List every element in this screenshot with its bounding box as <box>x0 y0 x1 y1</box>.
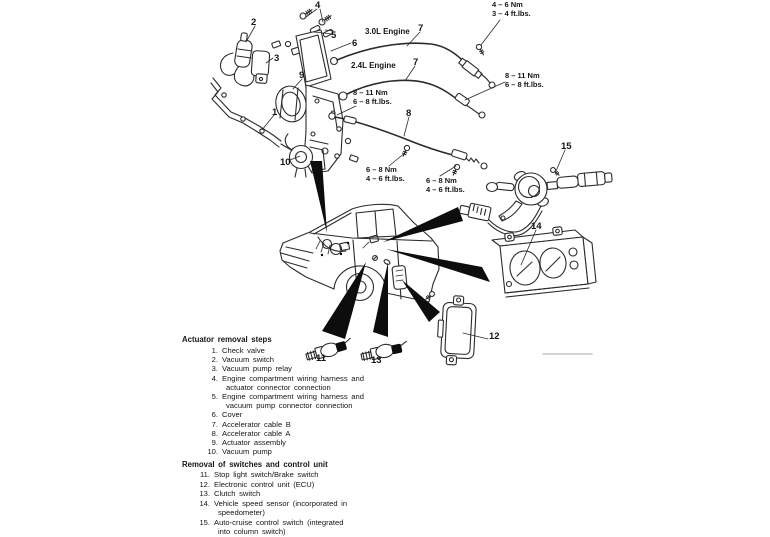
ecu-drawing <box>424 291 476 366</box>
step-item-6: 6. Cover <box>211 410 243 420</box>
step-item-10: 10. Vacuum pump <box>207 447 272 457</box>
clutch-switch-drawing <box>360 340 409 362</box>
callout-6: 6 <box>352 38 358 49</box>
callout-2: 2 <box>251 17 257 28</box>
step-item-12: 12. Electronic control unit (ECU) <box>199 479 315 489</box>
torque-label-3 <box>353 89 392 106</box>
step-item-11: 11. Stop light switch/Brake switch <box>200 470 319 479</box>
actuator-steps-list <box>196 346 364 456</box>
torque-ftlbs: 6 – 8 ft.lbs. <box>353 96 392 106</box>
callout-11: 11 <box>316 353 327 364</box>
callout-12: 12 <box>489 331 500 342</box>
torque-label-4 <box>366 166 405 183</box>
switch-removal-heading: Removal of switches and control unit <box>182 460 328 469</box>
step-item-1: 1. Check valve <box>211 346 265 355</box>
car-body-drawing <box>280 204 439 302</box>
callout-14: 14 <box>531 221 542 232</box>
torque-ftlbs: 3 – 4 ft.lbs. <box>492 8 531 18</box>
callout-3: 3 <box>274 53 280 64</box>
actuator-steps-heading: Actuator removal steps <box>182 335 272 344</box>
step-item-13: 13. Clutch switch <box>199 489 261 498</box>
callout-13: 13 <box>371 355 382 366</box>
torque-nm: 6 – 8 Nm <box>366 165 397 174</box>
callout-4: 4 <box>315 0 321 11</box>
torque-nm: 8 – 11 Nm <box>505 71 540 80</box>
callout-15: 15 <box>561 141 572 152</box>
step-item-8: 8. Accelerator cable A <box>211 428 291 438</box>
step-item-2: 2. Vacuum switch <box>211 355 275 365</box>
column-switch-drawing <box>487 167 613 221</box>
arrow-to-clutch-switch <box>373 262 388 337</box>
step-item-9: 9. Actuator assembly <box>211 438 286 448</box>
callout-7-30l: 7 <box>418 23 424 34</box>
instrument-cluster-drawing <box>492 227 596 297</box>
torque-label-1 <box>492 1 531 18</box>
callout-7-24l: 7 <box>413 57 419 68</box>
switch-removal-list <box>188 470 347 537</box>
torque-ftlbs: 4 – 6 ft.lbs. <box>366 173 405 183</box>
callout-5: 5 <box>331 30 337 41</box>
torque-nm: 8 – 11 Nm <box>353 88 388 97</box>
engine-assembly-drawing <box>211 7 358 177</box>
arrow-to-ecu <box>402 280 440 322</box>
torque-label-2 <box>505 72 544 89</box>
engine-label-24l: 2.4L Engine <box>351 61 396 70</box>
callout-9: 9 <box>299 70 305 81</box>
callout-10: 10 <box>280 157 291 168</box>
step-item-3: 3. Vacuum pump relay <box>211 364 292 374</box>
engine-label-30l: 3.0L Engine <box>365 27 410 36</box>
torque-ftlbs: 6 – 8 ft.lbs. <box>505 79 544 89</box>
torque-ftlbs: 4 – 6 ft.lbs. <box>426 184 465 194</box>
step-item-14: 14. Vehicle speed sensor (incorporated in speedometer) <box>199 498 348 517</box>
callout-8: 8 <box>406 108 412 119</box>
callout-1: 1 <box>272 107 278 118</box>
torque-nm: 4 – 6 Nm <box>492 0 523 9</box>
step-item-7: 7. Accelerator cable B <box>211 419 291 429</box>
torque-label-5 <box>426 177 465 194</box>
step-item-4: 4. Engine compartment wiring harness and actuator connector connection <box>211 373 364 392</box>
torque-nm: 6 – 8 Nm <box>426 176 457 185</box>
step-item-15: 15. Auto-cruise control switch (integrated into column switch) <box>199 517 344 536</box>
step-item-5: 5. Engine compartment wiring harness and vacuum pump connector connection <box>211 392 364 411</box>
